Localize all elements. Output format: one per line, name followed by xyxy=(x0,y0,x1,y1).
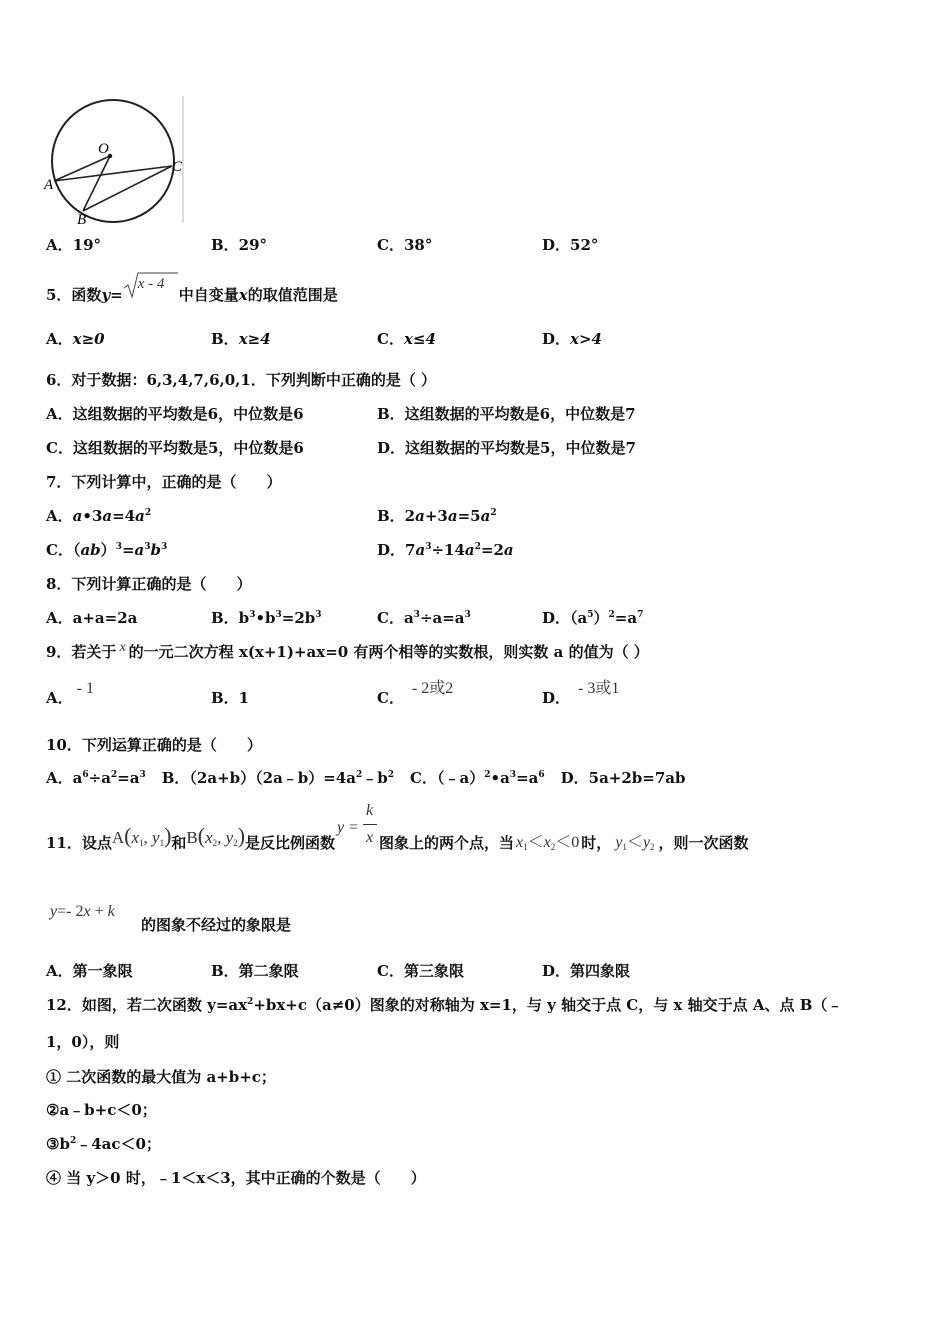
q10-b-part: ﹣b xyxy=(362,769,388,787)
q7-a-part: a xyxy=(135,507,145,525)
q8-d-part: D．（a xyxy=(542,609,588,627)
q7-d-part: a xyxy=(415,541,426,559)
q4-option-c: C．38° xyxy=(377,236,433,254)
q11-fk: k xyxy=(366,802,374,819)
circle-outline xyxy=(52,100,174,222)
q11-condition xyxy=(516,834,579,851)
q8-b-exp: 3 xyxy=(249,610,256,620)
q10-option-d: D．5a+2b=7ab xyxy=(560,769,686,787)
circle-figure xyxy=(40,96,190,226)
q5-prefix: 5．函数 xyxy=(46,286,102,304)
q6-stem: 6．对于数据：6,3,4,7,6,0,1．下列判断中正确的是（ ） xyxy=(46,371,437,389)
q7-b-part: a xyxy=(480,507,491,525)
q11-point-a: $A(x_1$, $y_1$) xyxy=(111,823,172,848)
q10-c-exp: 2 xyxy=(484,770,491,780)
q12-stem-line2: 1，0），则 xyxy=(46,1033,120,1051)
q10-a-exp: 3 xyxy=(139,770,146,780)
q11-y2: y xyxy=(225,828,234,847)
q9-option-d xyxy=(542,680,620,709)
q10-c-exp: 6 xyxy=(538,770,545,780)
q5-c-value: x≤4 xyxy=(403,330,436,348)
q8-stem: 8．下列计算正确的是（ ） xyxy=(46,575,252,593)
q7-stem: 7．下列计算中，正确的是（ ） xyxy=(46,473,282,491)
q5-eq: = xyxy=(110,286,123,304)
q9-option-b: B．1 xyxy=(211,689,250,707)
q9-a-value: - 1 xyxy=(76,680,94,697)
q10-options xyxy=(46,768,686,788)
q12-s3-exp: 2 xyxy=(69,1136,77,1146)
q7-option-d xyxy=(377,540,514,560)
q10-option-a xyxy=(46,769,146,787)
q7-a-part: A． xyxy=(46,507,73,525)
q11-lt1: ＜ xyxy=(527,834,544,851)
q12-s3-b: ﹣4ac＜0； xyxy=(76,1135,161,1153)
q7-c-exp: 3 xyxy=(115,542,122,552)
q7-d-part: D．7 xyxy=(377,541,416,559)
q7-a-part: •3 xyxy=(82,507,103,525)
q11-x1: x xyxy=(131,828,140,847)
chord-bc xyxy=(83,166,172,211)
q5-option-c xyxy=(377,329,436,349)
q8-c-exp: 3 xyxy=(464,610,471,620)
q12-statement-4: ④ 当 y＞0 时，﹣1＜x＜3，其中正确的个数是（ ） xyxy=(46,1169,426,1187)
q11-s2: 2 xyxy=(212,838,218,848)
q10-c-part: =a xyxy=(516,769,539,787)
q7-b-part: a xyxy=(447,507,458,525)
q5-d-value: x>4 xyxy=(570,330,602,348)
q11-fraction xyxy=(335,802,379,848)
q10-c-part: C．（﹣a） xyxy=(410,769,485,787)
q10-option-c xyxy=(410,769,545,787)
q11-option-d: D．第四象限 xyxy=(542,962,631,980)
q7-d-exp: 2 xyxy=(474,542,481,552)
q7-c-part: b xyxy=(150,541,162,559)
q9-d-value: - 3或1 xyxy=(578,680,620,697)
q11-lead: 11．设点 xyxy=(46,834,112,852)
q10-stem: 10．下列运算正确的是（ ） xyxy=(46,736,262,754)
q7-d-part: ÷14 xyxy=(431,541,465,559)
q11-mid: 是反比例函数 xyxy=(245,834,336,852)
q8-c-part: C．a xyxy=(377,609,414,627)
q5-b-label: B． xyxy=(211,330,239,348)
q7-c-part: ab xyxy=(80,541,101,559)
q11-option-a: A．第一象限 xyxy=(46,962,133,980)
q11-ct2: 2 xyxy=(650,842,655,852)
q9-option-a xyxy=(46,680,94,709)
q5-stem xyxy=(46,276,338,305)
q11-y1: y xyxy=(152,828,160,847)
q11-point-b: $B(x_2$, $y_2$) xyxy=(186,823,246,848)
segment-bo xyxy=(83,156,110,211)
q11-t2: 2 xyxy=(233,838,238,848)
q7-c-exp: 3 xyxy=(161,542,168,552)
q11-condition-y xyxy=(615,834,654,851)
q12-stem-line1 xyxy=(46,995,842,1015)
q11-pa: A xyxy=(111,828,125,847)
label-c: C xyxy=(172,159,183,175)
q8-option-c xyxy=(377,608,471,628)
q5-sqrt xyxy=(123,276,179,302)
q5-c-label: C． xyxy=(377,330,404,348)
q11-lt0: ＜0 xyxy=(555,834,580,851)
q7-c-exp: 3 xyxy=(144,542,151,552)
q9-stem xyxy=(46,642,649,664)
q11-line2-plus: + xyxy=(90,903,108,920)
q11-line2-text: 的图象不经过的象限是 xyxy=(141,916,292,934)
q12-statement-2: ②a﹣b+c＜0； xyxy=(46,1101,157,1119)
q7-option-c xyxy=(46,540,167,560)
q7-a-part: a xyxy=(72,507,83,525)
q7-d-part: a xyxy=(464,541,475,559)
q5-suffix-b: 的取值范围是 xyxy=(247,286,338,304)
q6-option-c: C．这组数据的平均数是5，中位数是6 xyxy=(46,439,304,457)
q7-c-part: C．（ xyxy=(46,541,81,559)
q5-y: y xyxy=(101,286,111,304)
q7-c-part: ） xyxy=(100,541,116,559)
q10-c-exp: 3 xyxy=(509,770,517,780)
q5-suffix-a: 中自变量 xyxy=(178,286,239,304)
q7-d-part: =2 xyxy=(480,541,504,559)
label-o: O xyxy=(98,141,109,157)
q7-a-part: a xyxy=(102,507,113,525)
q12-stem1-exp: 2 xyxy=(247,997,254,1007)
q8-d-exp: 2 xyxy=(608,610,615,620)
q11-when: 时， xyxy=(581,834,612,852)
q8-b-part: •b xyxy=(255,609,276,627)
q12-stem1-b: +bx+c（a≠0）图象的对称轴为 x=1，与 y 轴交于点 C，与 x 轴交于点 A、点 B（﹣ xyxy=(253,996,843,1014)
q11-line2-k: k xyxy=(107,903,115,920)
label-b: B xyxy=(77,212,87,226)
q5-option-b xyxy=(211,329,271,349)
q5-option-a xyxy=(46,329,105,349)
q10-a-part: A．a xyxy=(46,769,83,787)
q10-b-exp: 2 xyxy=(356,770,363,780)
q8-b-part: =2b xyxy=(281,609,316,627)
q9-x: x xyxy=(119,640,126,655)
q8-option-b xyxy=(211,608,322,628)
q7-b-part: a xyxy=(415,507,425,525)
q5-a-value: x≥0 xyxy=(72,330,105,348)
q7-b-part: =5 xyxy=(457,507,481,525)
q4-option-d: D．52° xyxy=(542,236,599,254)
q5-x: x xyxy=(238,286,248,304)
q6-option-d: D．这组数据的平均数是5，中位数是7 xyxy=(377,439,636,457)
label-a: A xyxy=(44,177,54,193)
q11-t1: 1 xyxy=(159,838,165,848)
q11-frac-bar xyxy=(363,824,377,825)
q11-option-b: B．第二象限 xyxy=(211,962,299,980)
q10-b-exp: 2 xyxy=(387,770,395,780)
q12-stem1-a: 12．如图，若二次函数 y=ax xyxy=(46,996,248,1014)
q11-cs2: 2 xyxy=(550,842,556,852)
q10-a-exp: 2 xyxy=(110,770,118,780)
q7-c-part: a xyxy=(134,541,145,559)
q11-line2-x: x xyxy=(83,903,91,920)
q5-b-value: x≥4 xyxy=(238,330,271,348)
q11-cx1: x xyxy=(516,834,524,851)
q8-b-exp: 3 xyxy=(275,610,282,620)
q7-b-exp: 2 xyxy=(490,508,497,518)
q6-option-a: A．这组数据的平均数是6，中位数是6 xyxy=(46,405,304,423)
q7-a-part: =4 xyxy=(112,507,136,525)
q9-a-label: A． xyxy=(46,689,73,707)
q6-option-b: B．这组数据的平均数是6，中位数是7 xyxy=(377,405,636,423)
q11-and: 和 xyxy=(171,834,187,852)
q7-c-part: = xyxy=(121,541,135,559)
q7-option-a xyxy=(46,506,151,526)
q5-option-d xyxy=(542,329,602,349)
q9-c-label: C． xyxy=(377,689,404,707)
q8-d-part: ） xyxy=(593,609,609,627)
q10-a-part: ÷a xyxy=(88,769,111,787)
q11-fx: x xyxy=(366,829,374,846)
q11-linear-function xyxy=(50,902,115,922)
q9-option-c xyxy=(377,680,454,709)
q11-lt2: ＜ xyxy=(626,834,643,851)
q11-x2: x xyxy=(205,828,213,847)
q7-a-exp: 2 xyxy=(144,508,152,518)
q10-a-exp: 6 xyxy=(82,770,89,780)
q8-option-a: A．a+a=2a xyxy=(46,609,138,627)
q4-option-b: B．29° xyxy=(211,236,268,254)
q10-b-part: B．（2a+b）（2a﹣b）=4a xyxy=(161,769,357,787)
q11-fy: y xyxy=(337,819,345,836)
q8-d-exp: 7 xyxy=(637,610,644,620)
q8-b-exp: 3 xyxy=(315,610,322,620)
q5-radicand: x - 4 xyxy=(137,276,165,292)
q8-d-part: =a xyxy=(614,609,638,627)
q7-option-b xyxy=(377,506,497,526)
q10-option-b xyxy=(162,769,394,787)
q8-c-exp: 3 xyxy=(413,610,420,620)
q11-stem xyxy=(46,802,749,854)
q11-line2-eq: =- 2 xyxy=(57,903,84,920)
q5-d-label: D． xyxy=(542,330,571,348)
q12-statement-3 xyxy=(46,1134,161,1154)
q9-stem-b: 的一元二次方程 x(x+1)+ax=0 有两个相等的实数根，则实数 a 的值为（ ） xyxy=(128,643,649,661)
q11-ct1: 1 xyxy=(622,842,627,852)
q9-c-value: - 2或2 xyxy=(411,680,454,697)
q5-a-label: A． xyxy=(46,330,73,348)
q11-feq: = xyxy=(349,819,359,836)
q10-c-part: •a xyxy=(490,769,510,787)
q10-a-part: =a xyxy=(117,769,140,787)
q11-cx2: x xyxy=(543,834,551,851)
q11-cy1: y xyxy=(615,834,623,851)
q8-c-part: ÷a=a xyxy=(419,609,465,627)
q4-option-a: A．19° xyxy=(46,236,102,254)
q11-cy2: y xyxy=(642,834,651,851)
q8-b-part: B．b xyxy=(211,609,250,627)
q11-option-c: C．第三象限 xyxy=(377,962,464,980)
q11-s1: 1 xyxy=(139,838,144,848)
q12-s3-a: ③b xyxy=(46,1135,70,1153)
q11-pb: B xyxy=(186,828,198,847)
q11-tail: ，则一次函数 xyxy=(658,834,749,852)
q8-option-d xyxy=(542,608,643,628)
q11-cs1: 1 xyxy=(523,842,528,852)
q8-d-exp: 5 xyxy=(587,610,594,620)
q7-b-part: +3 xyxy=(424,507,448,525)
q7-b-part: B．2 xyxy=(377,507,416,525)
q9-d-label: D． xyxy=(542,689,571,707)
q9-stem-a: 9．若关于 xyxy=(46,643,117,661)
q7-d-part: a xyxy=(503,541,514,559)
q12-statement-1: ① 二次函数的最大值为 a+b+c； xyxy=(46,1068,276,1086)
q11-mid2: 图象上的两个点，当 xyxy=(379,834,515,852)
q11-line2-y: y xyxy=(50,903,58,920)
q7-d-exp: 3 xyxy=(425,542,432,552)
